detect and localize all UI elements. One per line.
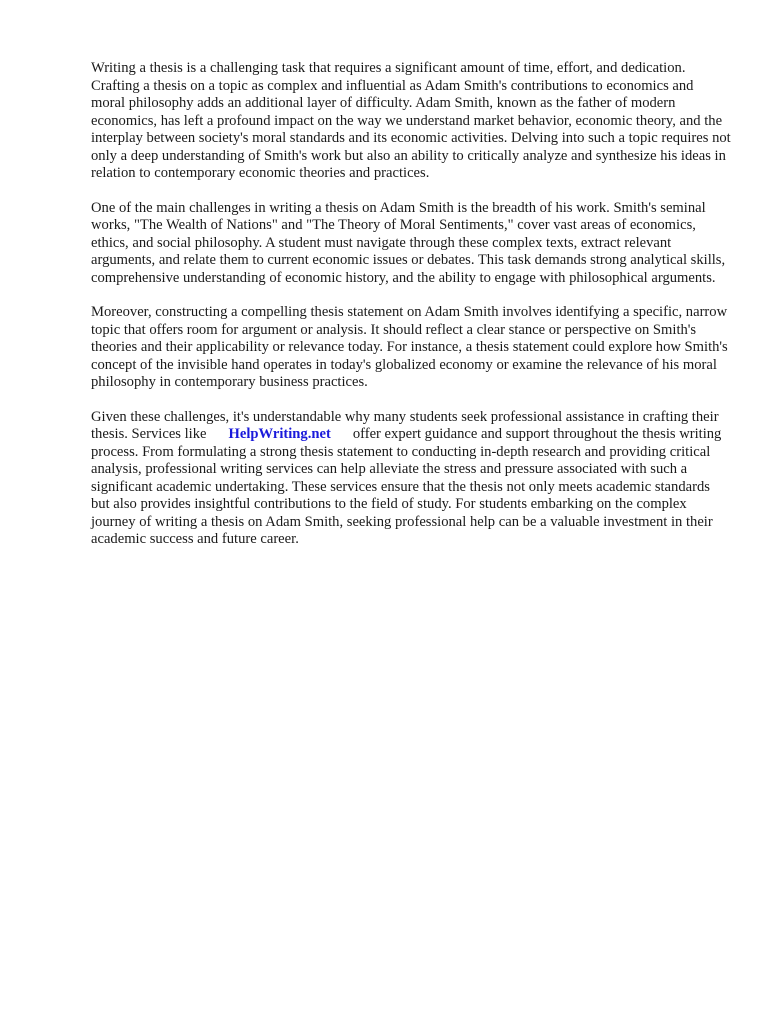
document-body [91,60,731,566]
helpwriting-link[interactable]: HelpWriting.net [228,426,331,442]
paragraph-assistance [91,409,731,549]
paragraph-assistance-before: Given these challenges, it's understandable why many students seek professional assistance in crafting their thesis. Services like [91,408,719,442]
paragraph-intro: Writing a thesis is a challenging task that requires a significant amount of time, effort, and dedication. Crafting a thesis on a topic as complex and influential as Adam Smith's contributions to economics and moral philosophy adds an additional layer of difficulty. Adam Smith, known as the father of modern economics, has left a profound impact on the way we understand market behavior, economic theory, and the interplay between society's moral standards and its economic activities. Delving into such a topic requires not only a deep understanding of Smith's work but also an ability to critically analyze and synthesize his ideas in relation to contemporary economic theories and practices. [91,60,731,181]
paragraph-challenges: One of the main challenges in writing a thesis on Adam Smith is the breadth of his work. Smith's seminal works, "The Wealth of Nations" and "The Theory of Moral Sentiments," cover vast areas of economics, ethics, and social philosophy. A student must navigate through these complex texts, extract relevant arguments, and relate them to current economic issues or debates. This task demands strong analytical skills, comprehensive understanding of economic history, and the ability to engage with philosophical arguments. [91,199,726,286]
paragraph-assistance-after: offer expert guidance and support throughout the thesis writing process. From formulating a strong thesis statement to conducting in-depth research and providing critical analysis, professional writing services can help alleviate the stress and pressure associated with such a significant academic undertaking. These services ensure that the thesis not only meets academic standards but also provides insightful contributions to the field of study. For students embarking on the complex journey of writing a thesis on Adam Smith, seeking professional help can be a valuable investment in their academic success and future career. [91,426,722,547]
paragraph-thesis-statement: Moreover, constructing a compelling thesis statement on Adam Smith involves identifying a specific, narrow topic that offers room for argument or analysis. It should reflect a clear stance or perspective on Smith's theories and their applicability or relevance today. For instance, a thesis statement could explore how Smith's concept of the invisible hand operates in today's globalized economy or examine the relevance of his moral philosophy in contemporary business practices. [91,304,728,390]
